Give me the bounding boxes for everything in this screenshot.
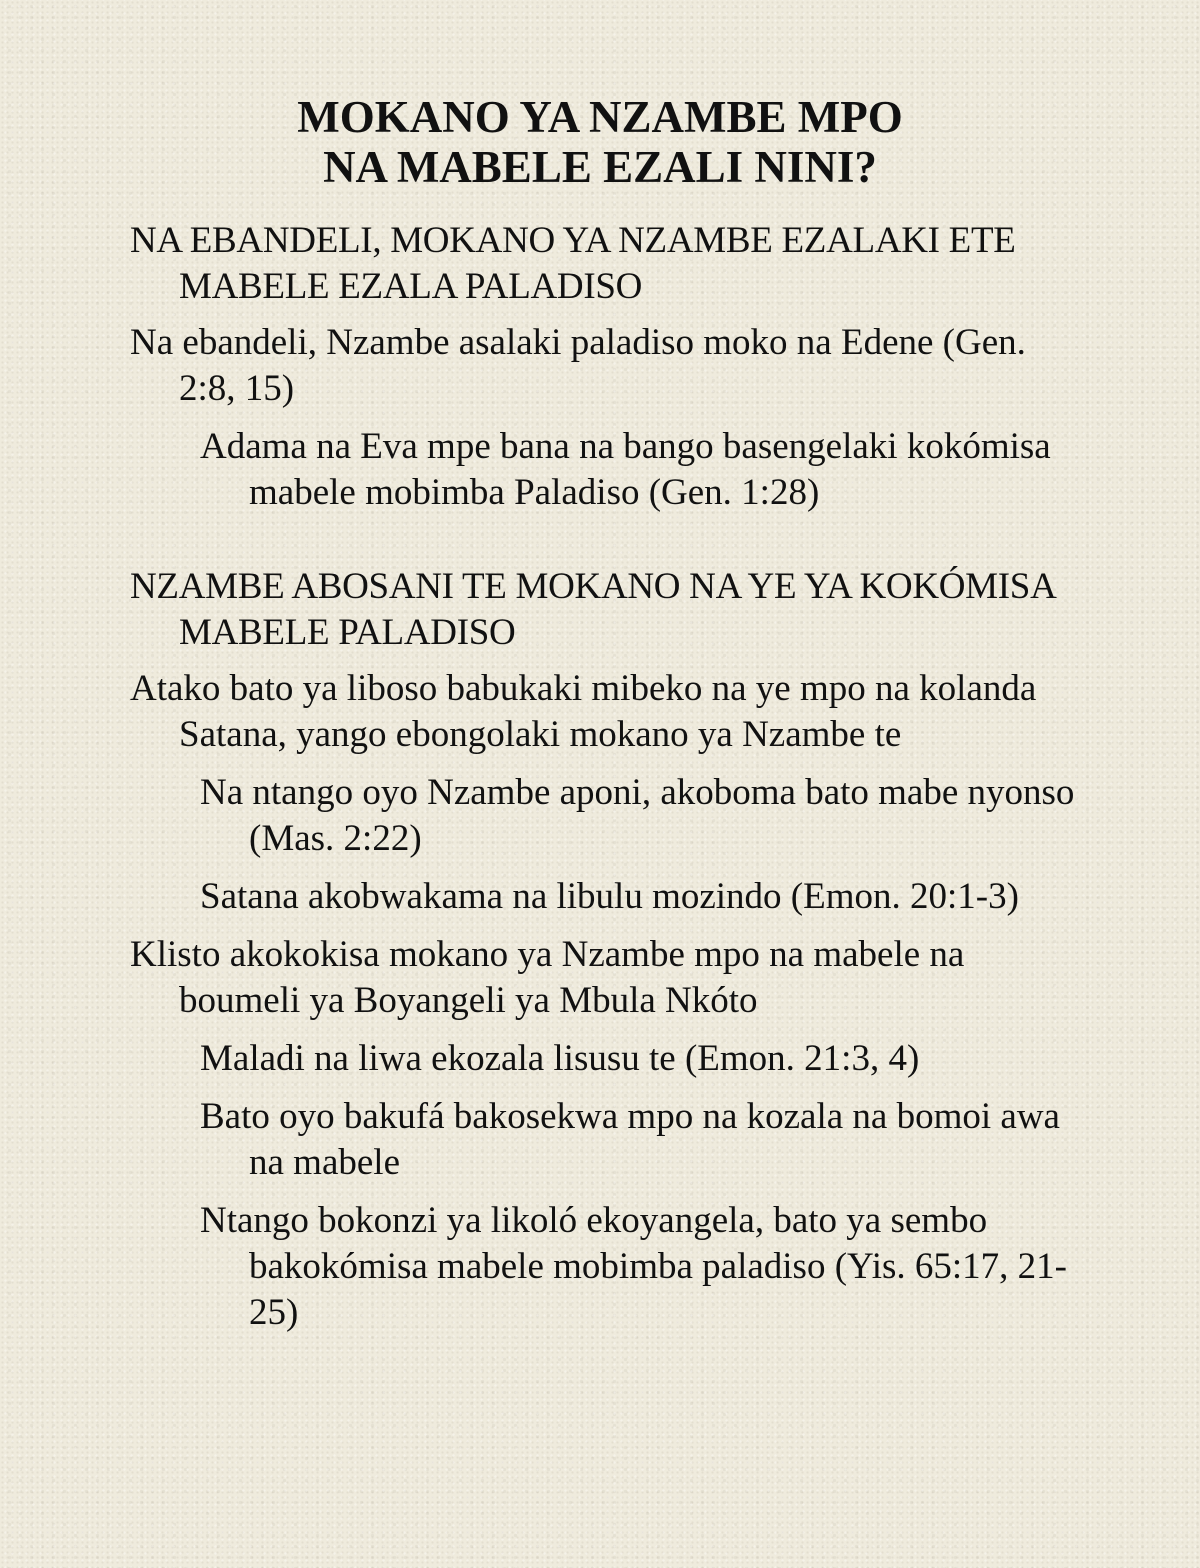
page-title (0, 92, 1200, 192)
outline-subpoint: Satana akobwakama na libulu mozindo (Emon. 20:1-3) (200, 876, 1019, 917)
outline-section (130, 564, 1090, 1336)
outline-subpoint: Na ntango oyo Nzambe aponi, akoboma bato mabe nyonso (Mas. 2:22) (200, 772, 1075, 859)
outline-subpoint: Adama na Eva mpe bana na bango basengelaki kokómisa mabele mobimba Paladiso (Gen. 1:28) (200, 426, 1051, 513)
page-title-line-1: MOKANO YA NZAMBE MPO (297, 92, 903, 142)
outline (130, 218, 1090, 1348)
page-title-line-2: NA MABELE EZALI NINI? (323, 142, 877, 192)
outline-subpoint: Ntango bokonzi ya likoló ekoyangela, bato ya sembo bakokómisa mabele mobimba paladiso (Yis. 65:17, 21-25) (200, 1200, 1067, 1333)
outline-point: Atako bato ya liboso babukaki mibeko na ye mpo na kolanda Satana, yango ebongolaki mokano ya Nzambe te (130, 668, 1037, 755)
section-heading: NZAMBE ABOSANI TE MOKANO NA YE YA KOKÓMISA MABELE PALADISO (130, 566, 1055, 653)
outline-section (130, 218, 1090, 516)
section-spacer (130, 528, 1090, 564)
section-heading: NA EBANDELI, MOKANO YA NZAMBE EZALAKI ETE MABELE EZALA PALADISO (130, 220, 1016, 307)
outline-subpoint: Maladi na liwa ekozala lisusu te (Emon. 21:3, 4) (200, 1038, 920, 1079)
outline-point: Na ebandeli, Nzambe asalaki paladiso moko na Edene (Gen. 2:8, 15) (130, 322, 1026, 409)
outline-subpoint: Bato oyo bakufá bakosekwa mpo na kozala na bomoi awa na mabele (200, 1096, 1060, 1183)
outline-point: Klisto akokokisa mokano ya Nzambe mpo na mabele na boumeli ya Boyangeli ya Mbula Nkóto (130, 934, 965, 1021)
